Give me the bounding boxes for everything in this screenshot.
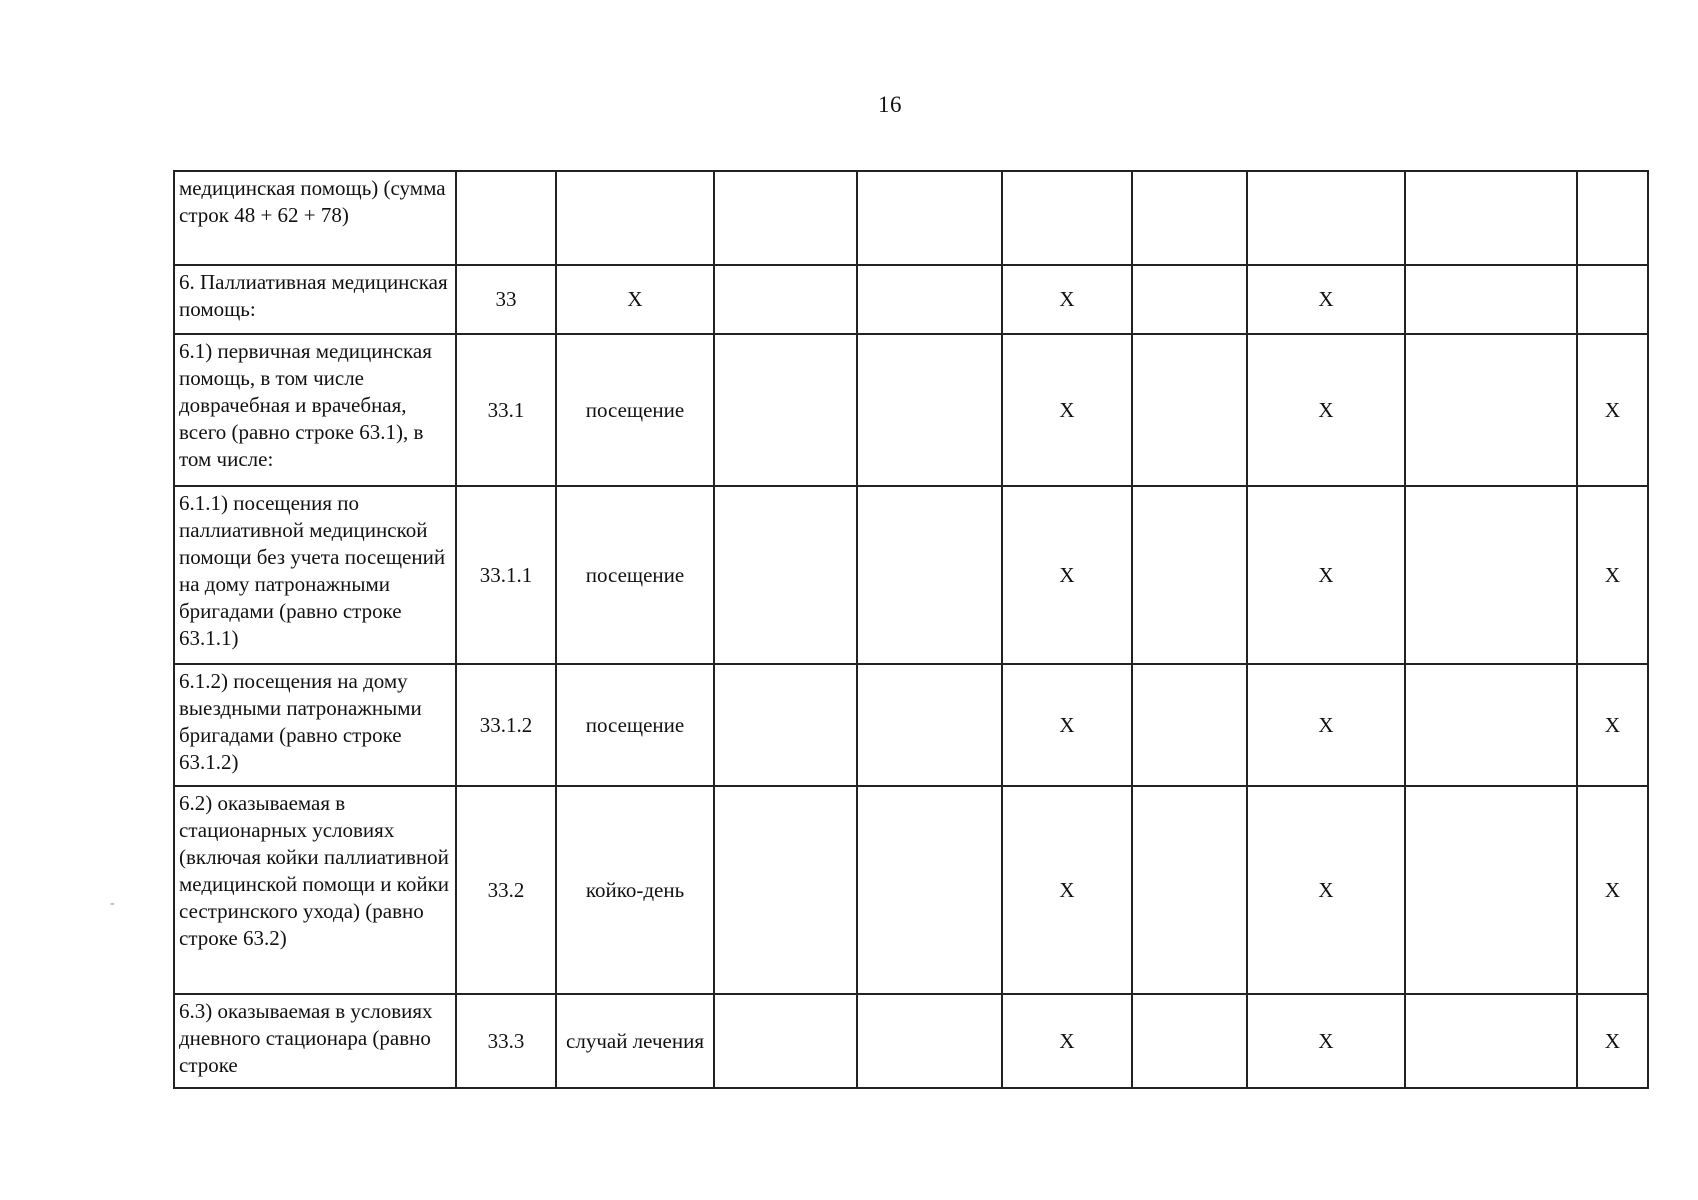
row-unit-cell: койко-день bbox=[556, 786, 714, 994]
col-4-cell bbox=[714, 786, 857, 994]
table-row bbox=[174, 786, 1648, 994]
col-4-cell bbox=[714, 664, 857, 786]
row-description-cell: 6.1.1) посещения по паллиативной медицинской помощи без учета посещений на дому патронажными бригадами (равно строке 63.1.1) bbox=[174, 486, 456, 664]
data-table bbox=[173, 170, 1649, 1089]
col-4-cell bbox=[714, 486, 857, 664]
col-6-cell: Х bbox=[1002, 994, 1132, 1088]
col-6-cell: Х bbox=[1002, 486, 1132, 664]
col-7-cell bbox=[1132, 265, 1247, 334]
col-5-cell bbox=[857, 994, 1002, 1088]
col-4-cell bbox=[714, 334, 857, 486]
row-description-cell: 6. Паллиативная медицинская помощь: bbox=[174, 265, 456, 334]
col-6-cell bbox=[1002, 171, 1132, 265]
col-9-cell bbox=[1405, 265, 1577, 334]
col-10-cell: Х bbox=[1577, 334, 1648, 486]
row-unit-cell: случай лечения bbox=[556, 994, 714, 1088]
row-code-cell: 33.1.2 bbox=[456, 664, 556, 786]
row-description-cell: медицинская помощь) (сумма строк 48 + 62 + 78) bbox=[174, 171, 456, 265]
col-9-cell bbox=[1405, 171, 1577, 265]
row-code-cell: 33.1.1 bbox=[456, 486, 556, 664]
row-description-cell: 6.2) оказываемая в стационарных условиях (включая койки паллиативной медицинской помощи и койки сестринского ухода) (равно строке 63.2) bbox=[174, 786, 456, 994]
col-7-cell bbox=[1132, 486, 1247, 664]
table-row bbox=[174, 664, 1648, 786]
row-code-cell: 33.1 bbox=[456, 334, 556, 486]
row-unit-cell: посещение bbox=[556, 334, 714, 486]
row-description-cell: 6.3) оказываемая в условиях дневного стационара (равно строке bbox=[174, 994, 456, 1088]
col-8-cell: Х bbox=[1247, 786, 1405, 994]
stray-mark: - bbox=[110, 896, 115, 911]
row-unit-cell: посещение bbox=[556, 486, 714, 664]
col-8-cell: Х bbox=[1247, 265, 1405, 334]
col-7-cell bbox=[1132, 994, 1247, 1088]
col-8-cell: Х bbox=[1247, 334, 1405, 486]
col-7-cell bbox=[1132, 664, 1247, 786]
col-6-cell: Х bbox=[1002, 786, 1132, 994]
col-4-cell bbox=[714, 171, 857, 265]
col-9-cell bbox=[1405, 994, 1577, 1088]
row-description-cell: 6.1.2) посещения на дому выездными патронажными бригадами (равно строке 63.1.2) bbox=[174, 664, 456, 786]
col-5-cell bbox=[857, 171, 1002, 265]
col-9-cell bbox=[1405, 334, 1577, 486]
col-8-cell: Х bbox=[1247, 664, 1405, 786]
col-7-cell bbox=[1132, 171, 1247, 265]
col-5-cell bbox=[857, 664, 1002, 786]
col-4-cell bbox=[714, 265, 857, 334]
col-5-cell bbox=[857, 334, 1002, 486]
row-unit-cell: Х bbox=[556, 265, 714, 334]
col-7-cell bbox=[1132, 786, 1247, 994]
col-10-cell bbox=[1577, 265, 1648, 334]
page-number: 16 bbox=[878, 92, 902, 117]
col-5-cell bbox=[857, 786, 1002, 994]
row-code-cell bbox=[456, 171, 556, 265]
col-6-cell: Х bbox=[1002, 664, 1132, 786]
row-unit-cell bbox=[556, 171, 714, 265]
row-code-cell: 33 bbox=[456, 265, 556, 334]
col-10-cell: Х bbox=[1577, 994, 1648, 1088]
col-9-cell bbox=[1405, 786, 1577, 994]
col-10-cell: Х bbox=[1577, 486, 1648, 664]
table-row bbox=[174, 334, 1648, 486]
row-code-cell: 33.2 bbox=[456, 786, 556, 994]
col-10-cell: Х bbox=[1577, 786, 1648, 994]
col-4-cell bbox=[714, 994, 857, 1088]
col-9-cell bbox=[1405, 664, 1577, 786]
col-10-cell: Х bbox=[1577, 664, 1648, 786]
table-row bbox=[174, 265, 1648, 334]
col-9-cell bbox=[1405, 486, 1577, 664]
row-unit-cell: посещение bbox=[556, 664, 714, 786]
table-body bbox=[174, 171, 1648, 1088]
col-5-cell bbox=[857, 486, 1002, 664]
col-7-cell bbox=[1132, 334, 1247, 486]
col-8-cell: Х bbox=[1247, 994, 1405, 1088]
col-5-cell bbox=[857, 265, 1002, 334]
table-row bbox=[174, 486, 1648, 664]
col-10-cell bbox=[1577, 171, 1648, 265]
row-description-cell: 6.1) первичная медицинская помощь, в том числе доврачебная и врачебная, всего (равно строке 63.1), в том числе: bbox=[174, 334, 456, 486]
col-8-cell: Х bbox=[1247, 486, 1405, 664]
col-6-cell: Х bbox=[1002, 334, 1132, 486]
table-row bbox=[174, 994, 1648, 1088]
col-6-cell: Х bbox=[1002, 265, 1132, 334]
table-row bbox=[174, 171, 1648, 265]
col-8-cell bbox=[1247, 171, 1405, 265]
row-code-cell: 33.3 bbox=[456, 994, 556, 1088]
